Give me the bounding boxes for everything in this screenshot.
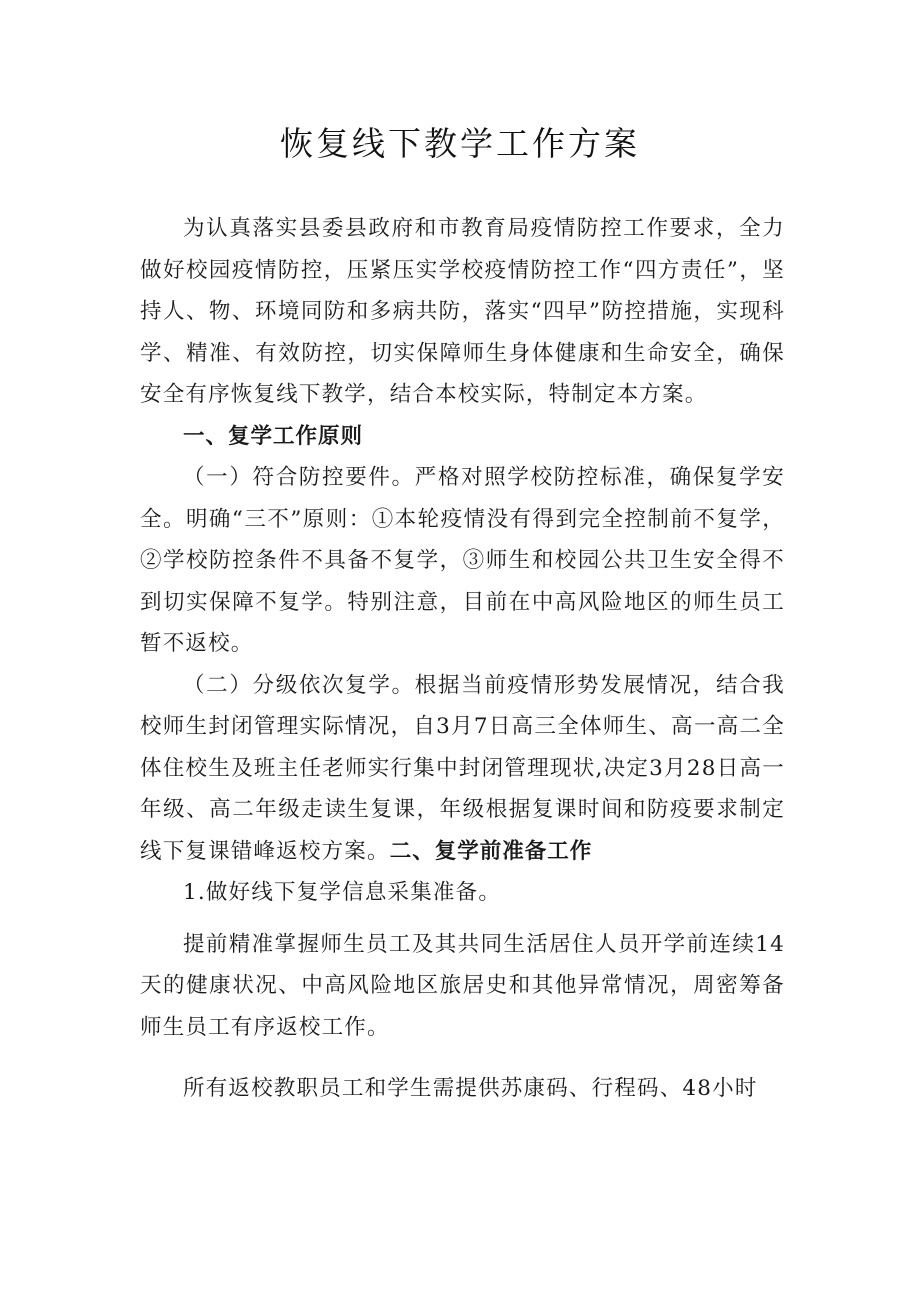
health-code-paragraph: 所有返校教职员工和学生需提供苏康码、行程码、48小时 [183,1076,758,1101]
intro-paragraph: 为认真落实县委县政府和市教育局疫情防控工作要求，全力做好校园疫情防控，压紧压实学校疫情防控工作“四方责任”，坚持人、物、环境同防和多病共防，落实“四早”防控措施，实现科学、精准、有效防控，切实保障师生身体健康和生命安全，确保安全有序恢复线下教学，结合本校实际，特制定本方案。 [140,216,785,407]
document-title: 恢复线下教学工作方案 [280,124,640,163]
section-heading-preparation: 二、复学前准备工作 [389,838,593,864]
principle-paragraph-2 [140,665,785,873]
document-body [140,208,785,1110]
section-heading-principles: 一、复学工作原则 [183,423,364,449]
preparation-item-1: 1.做好线下复学信息采集准备。 [183,880,502,905]
principle-paragraph-2-text: （二）分级依次复学。根据当前疫情形势发展情况，结合我校师生封闭管理实际情况，自3月7日高三全体师生、高一高二全体住校生及班主任老师实行集中封闭管理现状,决定3月28日高一年级、高二年级走读生复课，年级根据复课时间和防疫要求制定线下复课错峰返校方案。 [140,672,785,864]
info-collection-paragraph: 提前精准掌握师生员工及其共同生活居住人员开学前连续14天的健康状况、中高风险地区旅居史和其他异常情况，周密筹备师生员工有序返校工作。 [140,931,785,1040]
principle-paragraph-1: （一）符合防控要件。严格对照学校防控标准，确保复学安全。明确“三不”原则：①本轮疫情没有得到完全控制前不复学，②学校防控条件不具备不复学，③师生和校园公共卫生安全得不到切实保障不复学。特别注意，目前在中高风险地区的师生员工暂不返校。 [140,465,785,656]
